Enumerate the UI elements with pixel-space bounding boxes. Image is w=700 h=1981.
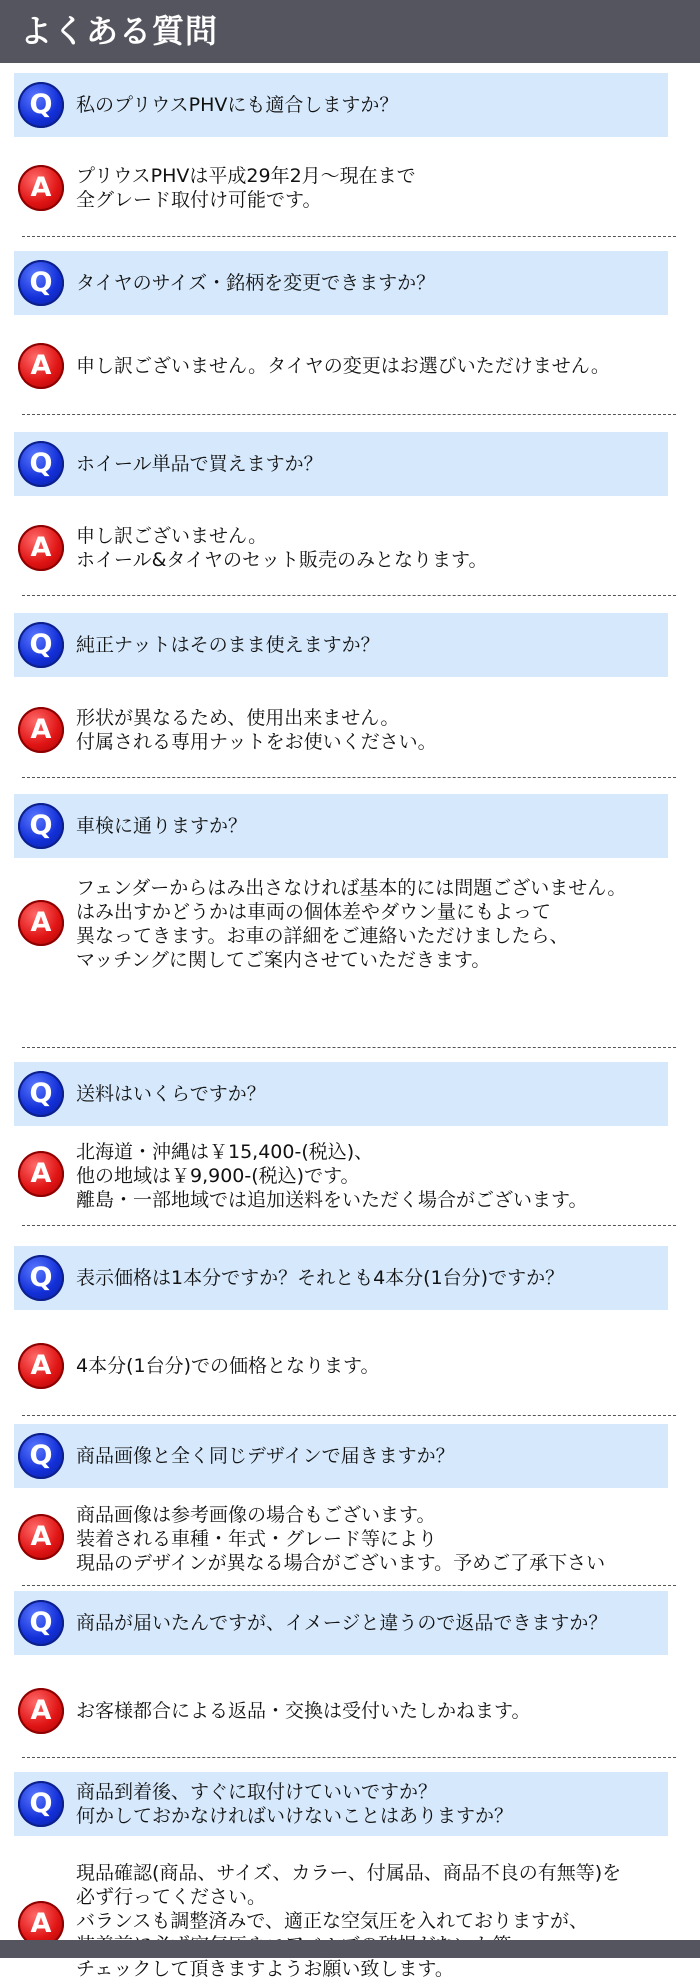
answer-text: 現品確認(商品、サイズ、カラー、付属品、商品不良の有無等)を 必ず行ってください。 バランスも調整済みで、適正な空気圧を入れておりますが、 チェックして頂きますようお願い致します。: [76, 1862, 622, 1980]
divider: [22, 1047, 676, 1048]
divider: [22, 1225, 676, 1226]
question-icon: Q: [18, 82, 64, 128]
divider: [22, 1585, 676, 1586]
question-box: [14, 1424, 668, 1488]
question-text: 商品画像と全く同じデザインで届きますか？: [76, 1445, 455, 1467]
question-box: [14, 251, 668, 315]
question-box: [14, 613, 668, 677]
question-box: [14, 432, 668, 496]
page-title: よくある質問: [20, 12, 219, 50]
answer-text: プリウスPHVは平成29年2月～現在まで 全グレード取付け可能です。: [76, 165, 416, 211]
answer-text: 4本分(1台分)での価格となります。: [76, 1355, 380, 1377]
question-box: [14, 1772, 668, 1836]
question-box: [14, 1591, 668, 1655]
question-text: 商品が届いたんですが、イメージと違うので返品できますか？: [76, 1612, 608, 1634]
question-icon: Q: [18, 803, 64, 849]
answer-icon: A: [18, 1514, 64, 1560]
answer-text: 申し訳ございません。 ホイール&タイヤのセット販売のみとなります。: [76, 525, 488, 571]
answer-icon: A: [18, 1151, 64, 1197]
question-text: 送料はいくらですか？: [76, 1083, 266, 1105]
question-icon: Q: [18, 1433, 64, 1479]
divider: [22, 236, 676, 237]
answer-text: フェンダーからはみ出さなければ基本的には問題ございません。 はみ出すかどうかは車両の個体差やダウン量にもよって 異なってきます。お車の詳細をご連絡いただけましたら、 マッチングに関してご案内させていただきます。: [76, 877, 627, 971]
answer-icon: A: [18, 343, 64, 389]
page-header: [0, 0, 700, 63]
answer-text: 形状が異なるため、使用出来ません。 付属される専用ナットをお使いください。: [76, 707, 437, 753]
question-icon: Q: [18, 1255, 64, 1301]
question-icon: Q: [18, 1600, 64, 1646]
divider: [22, 595, 676, 596]
divider: [22, 777, 676, 778]
question-icon: Q: [18, 622, 64, 668]
question-icon: Q: [18, 260, 64, 306]
question-box: [14, 73, 668, 137]
answer-text: 商品画像は参考画像の場合もございます。 装着される車種・年式・グレード等により 現品のデザインが異なる場合がございます。予めご了承下さい: [76, 1504, 606, 1574]
answer-text: 申し訳ございません。タイヤの変更はお選びいただけません。: [76, 355, 610, 377]
question-box: [14, 794, 668, 858]
divider: [22, 1757, 676, 1758]
question-text: 私のプリウスPHVにも適合しますか？: [76, 94, 399, 116]
question-text: 表示価格は1本分ですか？それとも4本分(1台分)ですか？: [76, 1267, 565, 1289]
question-icon: Q: [18, 1781, 64, 1827]
answer-icon: A: [18, 1901, 64, 1947]
question-icon: Q: [18, 441, 64, 487]
answer-icon: A: [18, 165, 64, 211]
page-footer-bar: [0, 1940, 700, 1958]
question-box: [14, 1246, 668, 1310]
answer-text: 北海道・沖縄は￥15,400-(税込)、 他の地域は￥9,900-(税込)です。 離島・一部地域では追加送料をいただく場合がございます。: [76, 1141, 588, 1211]
answer-icon: A: [18, 900, 64, 946]
answer-icon: A: [18, 707, 64, 753]
question-icon: Q: [18, 1071, 64, 1117]
answer-icon: A: [18, 525, 64, 571]
question-text: 商品到着後、すぐに取付けていいですか？ 何かしておかなければいけないことはありますか？: [76, 1781, 514, 1827]
answer-icon: A: [18, 1343, 64, 1389]
divider: [22, 414, 676, 415]
question-text: 車検に通りますか？: [76, 815, 248, 837]
answer-icon: A: [18, 1688, 64, 1734]
question-text: タイヤのサイズ・銘柄を変更できますか？: [76, 272, 436, 294]
divider: [22, 1415, 676, 1416]
question-text: 純正ナットはそのまま使えますか？: [76, 634, 380, 656]
question-box: [14, 1062, 668, 1126]
question-text: ホイール単品で買えますか？: [76, 453, 323, 475]
answer-text: お客様都合による返品・交換は受付いたしかねます。: [76, 1700, 531, 1722]
